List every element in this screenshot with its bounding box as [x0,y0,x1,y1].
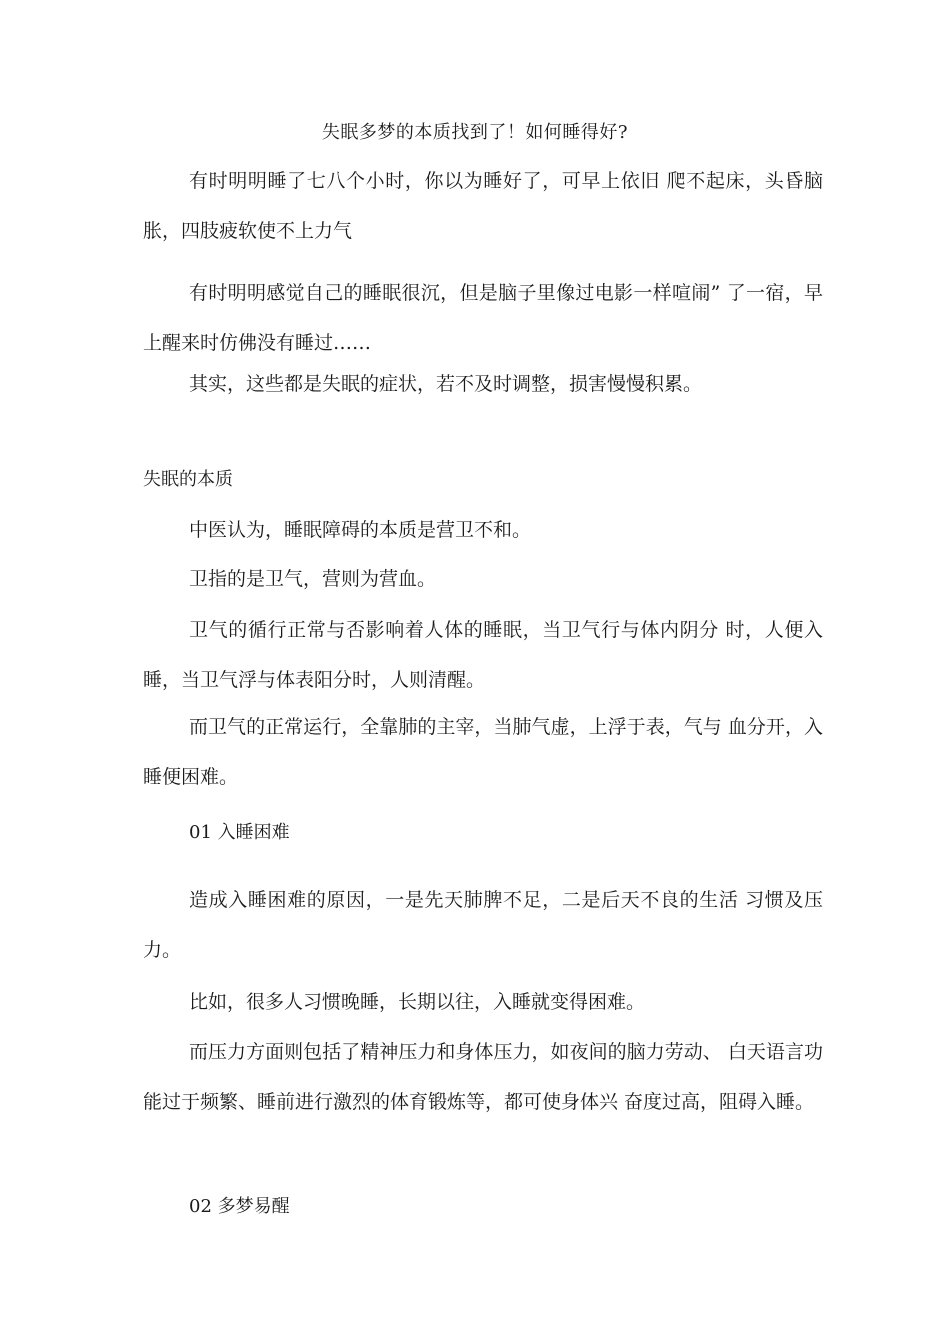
essence-paragraph-1: 中医认为，睡眠障碍的本质是营卫不和。 [189,519,532,541]
intro-paragraph-1: 有时明明睡了七八个小时，你以为睡好了，可早上依旧 爬不起床，头昏脑胀，四肢疲软使不上力气 [143,170,823,242]
intro-paragraph-2: 有时明明感觉自己的睡眠很沉，但是脑子里像过电影一样喧闹” 了一宿，早上醒来时仿佛没有睡过…… [143,282,823,354]
essence-paragraph-3: 卫气的循行正常与否影响着人体的睡眠，当卫气行与体内阴分 时，人便入睡，当卫气浮与体表阳分时，人则清醒。 [143,619,823,691]
essence-paragraph-2: 卫指的是卫气，营则为营血。 [189,568,437,590]
section-heading-dreams-waking: 02 多梦易醒 [189,1196,290,1217]
difficulty-paragraph-1: 造成入睡困难的原因，一是先天肺脾不足，二是后天不良的生活 习惯及压力。 [143,889,823,961]
intro-paragraph-3: 其实，这些都是失眠的症状，若不及时调整，损害慢慢积累。 [189,373,703,395]
difficulty-paragraph-2: 比如，很多人习惯晚睡，长期以往，入睡就变得困难。 [189,991,646,1013]
document-title: 失眠多梦的本质找到了！如何睡得好? [321,122,629,143]
essence-paragraph-4: 而卫气的正常运行，全靠肺的主宰，当肺气虚，上浮于表，气与 血分开，入睡便困难。 [143,716,823,788]
difficulty-paragraph-3: 而压力方面则包括了精神压力和身体压力，如夜间的脑力劳动、 白天语言功能过于频繁、睡前进行激烈的体育锻炼等，都可使身体兴 奋度过高，阻碍入睡。 [143,1041,823,1113]
section-heading-essence: 失眠的本质 [143,469,233,490]
section-heading-difficulty-falling-asleep: 01 入睡困难 [189,822,290,843]
